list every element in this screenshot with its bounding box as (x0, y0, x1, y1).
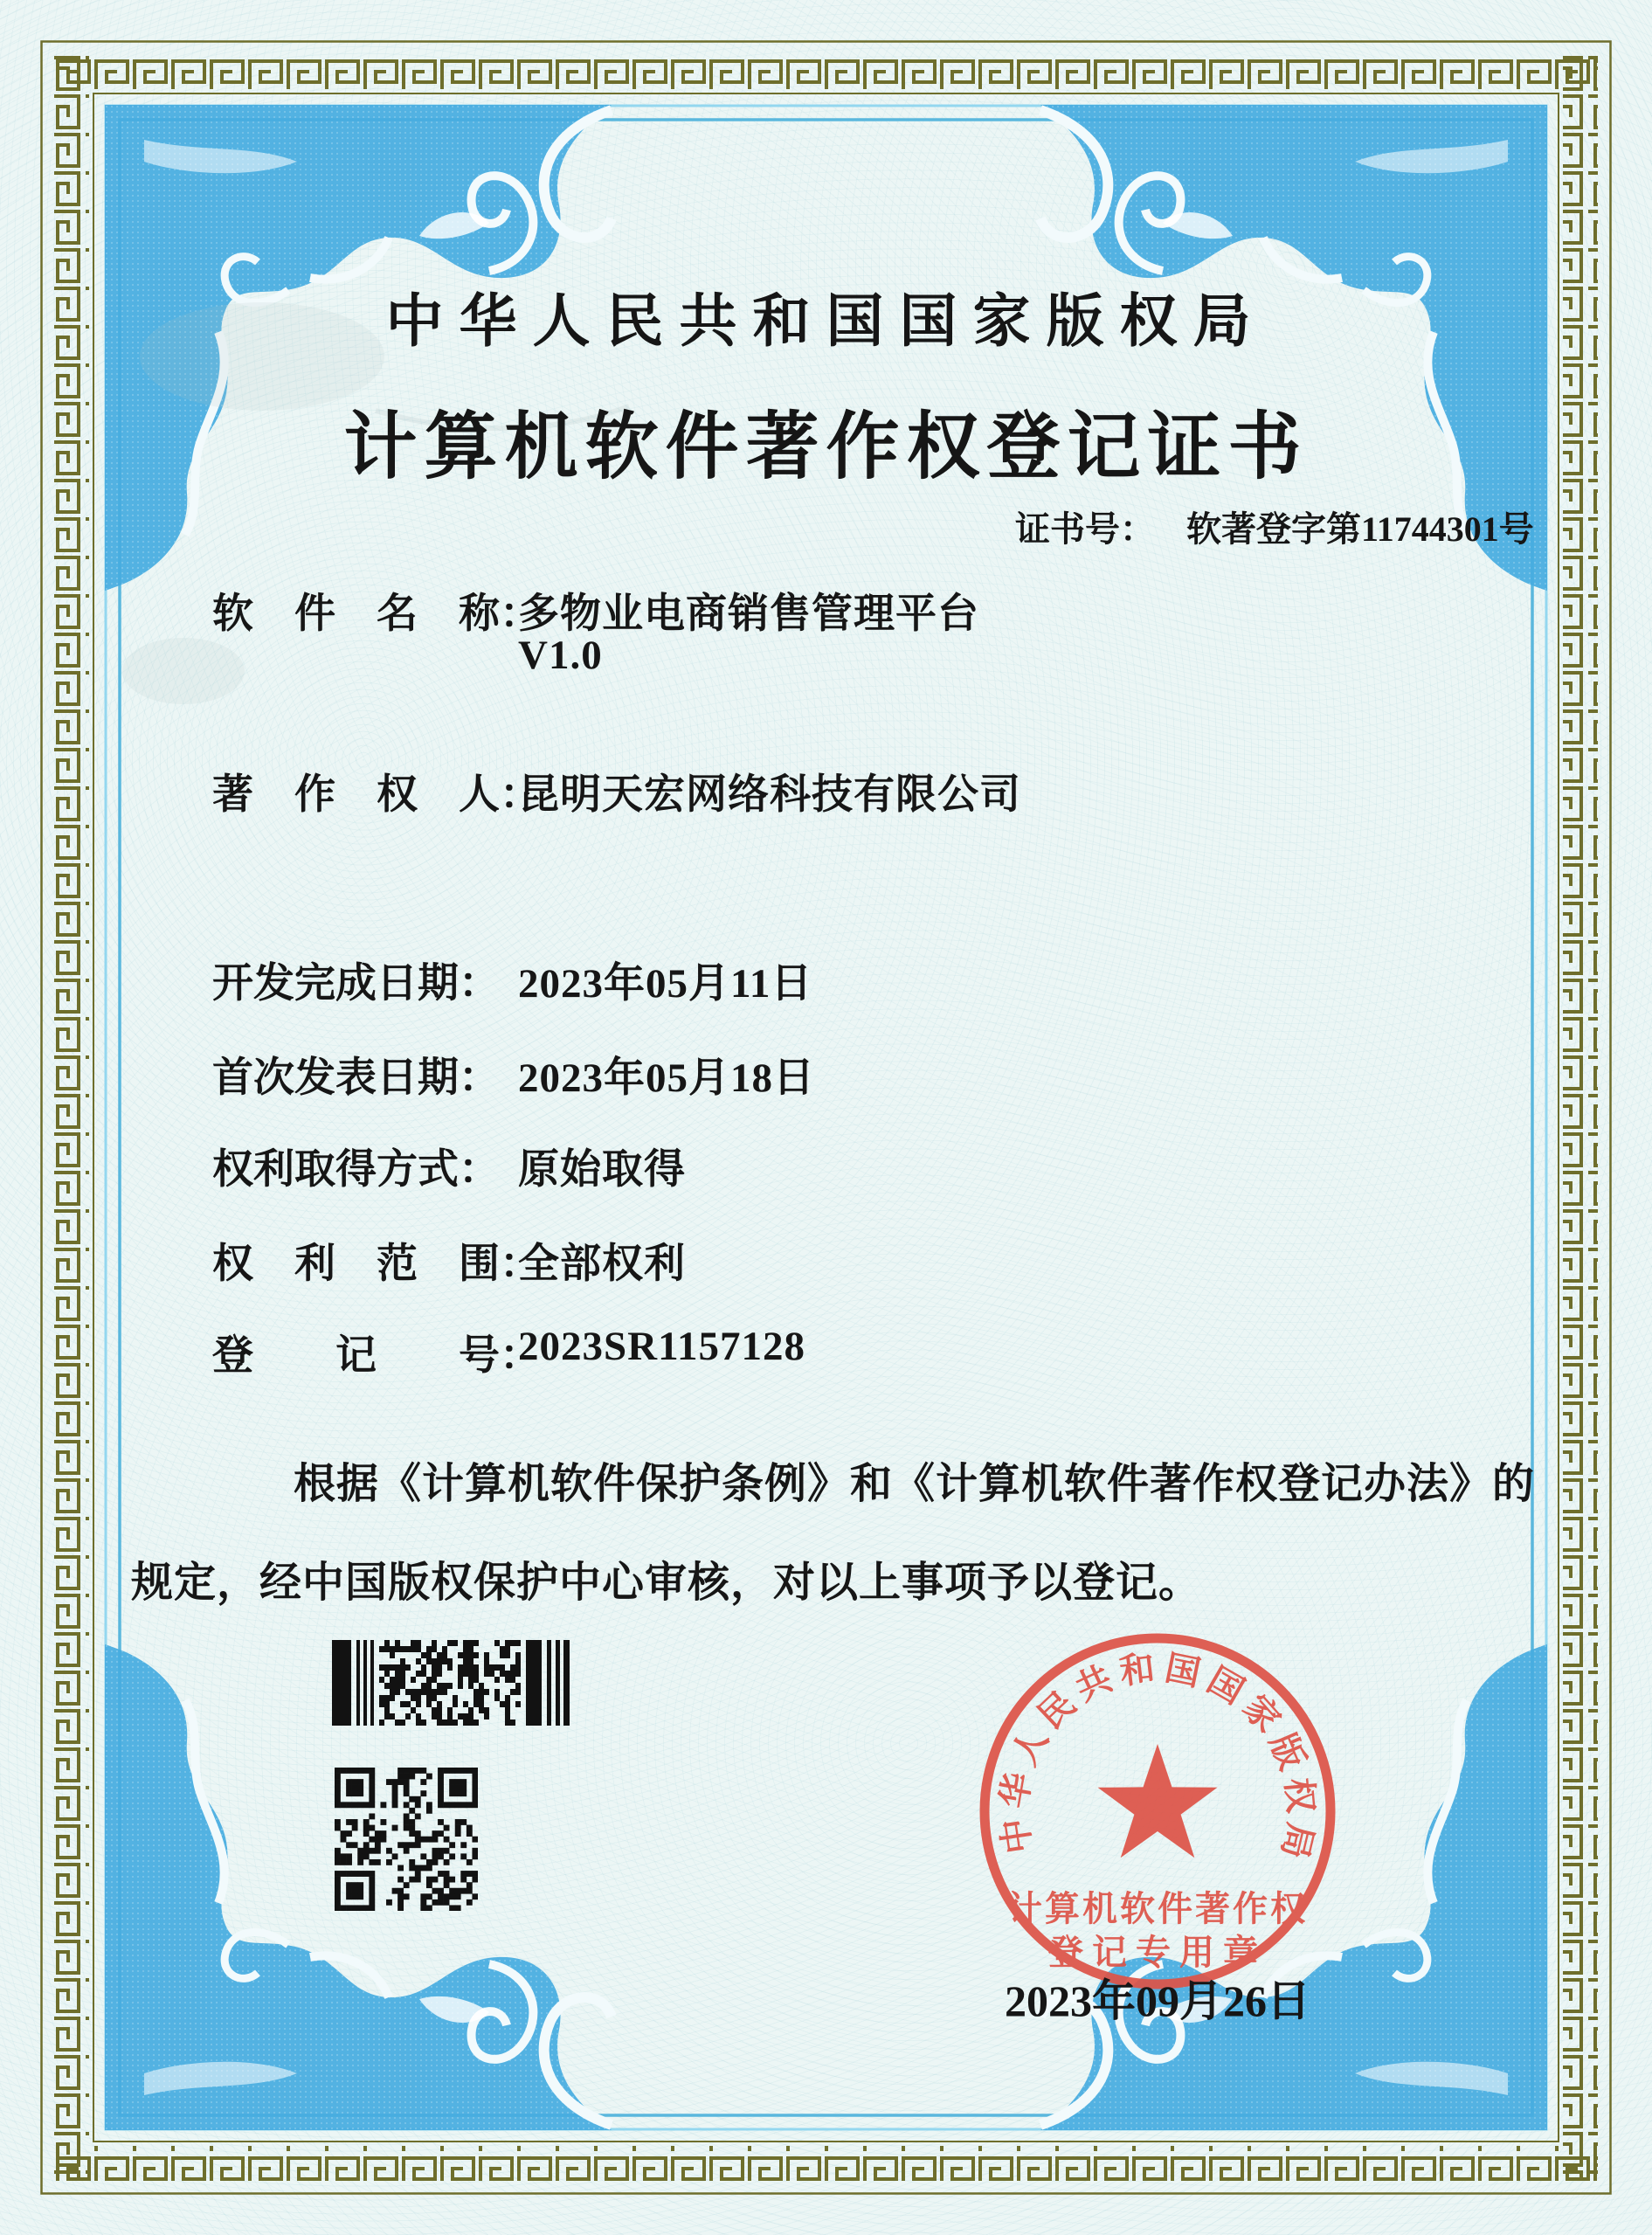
meander-border-right (1563, 54, 1598, 2181)
field-value: 2023SR1157128 (518, 1324, 805, 1369)
barcode (332, 1640, 570, 1726)
authority-title: 中华人民共和国国家版权局 (385, 290, 1267, 354)
registration-statement (131, 1435, 1538, 1632)
qr-cells (335, 1768, 478, 1911)
qr-code (335, 1768, 478, 1911)
field-value: 全部权利 (518, 1242, 686, 1287)
field-label: 软 件 名 称： (212, 592, 541, 637)
field-value: 2023年05月18日 (518, 1055, 815, 1101)
field-dev-complete-date (0, 951, 1652, 1007)
barcode-bars (332, 1640, 570, 1726)
seal-line1: 计算机软件著作权 (1007, 1889, 1308, 1928)
certificate-title: 计算机软件著作权登记证书 (343, 407, 1309, 488)
field-rights-scope (0, 1231, 1652, 1287)
field-label: 开发完成日期： (212, 961, 500, 1007)
field-label: 权利取得方式： (212, 1147, 500, 1193)
field-value-line2: V1.0 (518, 633, 603, 678)
meander-border-top (54, 54, 1598, 89)
field-copyright-owner (0, 762, 1652, 818)
field-label: 著 作 权 人： (212, 772, 541, 818)
field-first-publish-date (0, 1045, 1652, 1101)
official-seal (985, 1638, 1331, 1984)
field-registration-number (0, 1323, 1652, 1379)
field-label: 权 利 范 围： (212, 1242, 541, 1287)
meander-border-left (54, 54, 89, 2181)
field-rights-acquisition (0, 1137, 1652, 1193)
field-value: 昆明天宏网络科技有限公司 (518, 772, 1021, 818)
field-software-name (0, 581, 1652, 637)
certificate-number-value: 软著登字第11744301号 (1186, 509, 1534, 549)
star-icon (1098, 1744, 1218, 1858)
seal-ring-text: 中华人民共和国国家版权局 (993, 1647, 1322, 1870)
field-label: 首次发表日期： (212, 1055, 500, 1101)
certificate-number-label: 证书号： (1015, 509, 1155, 549)
statement-line2: 规定，经中国版权保护中心审核，对以上事项予以登记。 (131, 1560, 1202, 1606)
field-software-version (0, 632, 1652, 684)
corner-flourish-bottom-right (1040, 1644, 1547, 2130)
certificate-number-row (1015, 502, 1534, 551)
statement-line1: 根据《计算机软件保护条例》和《计算机软件著作权登记办法》的 (294, 1461, 1536, 1507)
meander-border-bottom (54, 2146, 1598, 2181)
field-value: 多物业电商销售管理平台 (518, 592, 979, 637)
field-value: 原始取得 (518, 1147, 686, 1193)
field-label: 登 记 号： (212, 1333, 541, 1379)
field-value: 2023年05月11日 (518, 961, 813, 1007)
issue-date: 2023年09月26日 (1005, 1976, 1310, 2025)
seal-line2: 登记专用章 (1048, 1933, 1267, 1972)
